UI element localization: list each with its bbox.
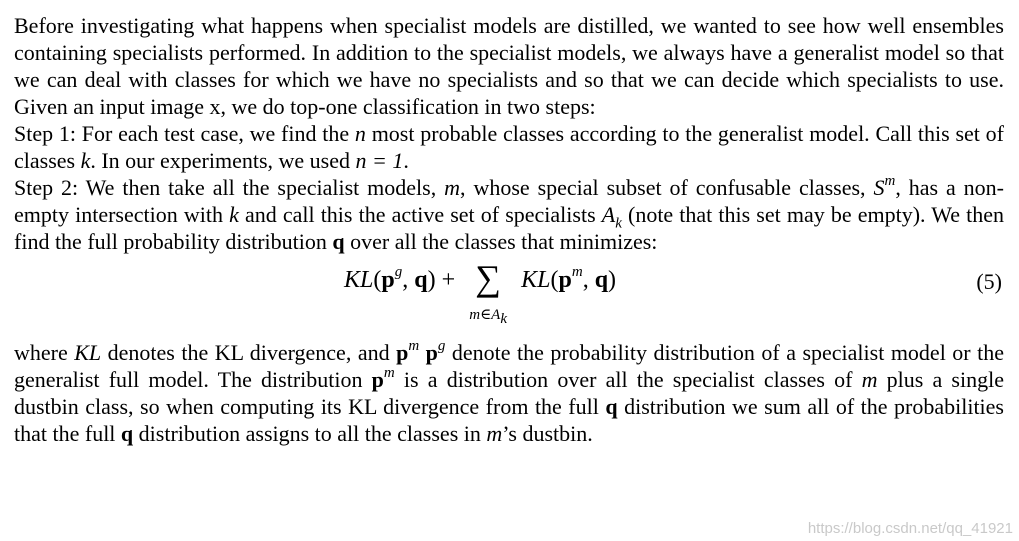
math-k: k — [80, 148, 91, 173]
math-A: A — [601, 202, 616, 227]
step2-text-c: , has a non-empty intersection with — [14, 175, 1004, 227]
step1-text-c: . In our experiments, we used — [90, 148, 356, 173]
p3-text-b: denotes the KL divergence, and — [101, 340, 397, 365]
math-m: m — [444, 175, 461, 200]
paragraph-intro-text: Before investigating what happens when specialist models are distilled, we wanted to see how well ensembles containing specialists performed. In addition to the specialist models, we always have a generalist model so that we can deal with classes for which we have no specialists and so that we can decide which specialists to use. Given an input image x, we do top-one classification in two steps: — [14, 13, 1004, 119]
math-S-superscript: m — [884, 172, 896, 189]
p3-text-e: plus a single dustbin class, so when computing its KL divergence from the full — [14, 367, 1004, 419]
math-n: n — [354, 121, 366, 146]
summation-range-text: m∈A — [469, 307, 501, 323]
step1-text-b: most probable classes according to the generalist model. Call this set of classes — [14, 121, 1004, 173]
eq-kl-2: KL — [521, 267, 551, 293]
math-p-bold-2: p — [425, 340, 438, 365]
sigma-symbol: ∑ — [475, 258, 501, 298]
eq-kl-1: KL — [344, 267, 374, 293]
step1-text-d: . — [403, 148, 409, 173]
math-m-2: m — [861, 367, 878, 392]
eq-g-superscript: g — [394, 264, 403, 280]
math-k: k — [229, 202, 239, 227]
eq-m-superscript: m — [571, 264, 583, 280]
equation-body: $KL(p^g$, q) + ∑ $m\in A_k$ $KL(p^m$, q) — [344, 258, 617, 327]
math-m-superscript: m — [408, 337, 420, 354]
step1-text-a: Step 1: For each test case, we find the — [14, 121, 355, 146]
step2-text-d: and call this the active set of specialists — [238, 202, 602, 227]
watermark: https://blog.csdn.net/qq_41921 — [807, 520, 1013, 537]
p3-text-c: denote the probability distribution of a specialist model or the generalist full model. The distribution — [14, 340, 1004, 392]
p3-text-d: is a distribution over all the specialist classes of — [394, 367, 862, 392]
math-q-bold-3: q — [120, 421, 134, 446]
step2-text-b: , whose special subset of confusable classes, — [460, 175, 874, 200]
math-q-bold: q — [332, 229, 345, 254]
p3-text-h: ’s dustbin. — [502, 421, 593, 446]
paragraph-step-1 — [14, 120, 1004, 174]
math-kl: KL — [74, 340, 102, 365]
math-m-superscript-2: m — [383, 364, 395, 381]
step2-text-e: (note that this set may be empty). We then find the full probability distribution — [14, 202, 1005, 254]
eq-p-bold: p — [381, 267, 395, 293]
summation-range — [461, 305, 515, 327]
p3-text-g: distribution assigns to all the classes in — [133, 421, 487, 446]
p3-text-a: where — [14, 340, 75, 365]
math-p-bold-3: p — [371, 367, 384, 392]
math-p-bold: p — [396, 340, 409, 365]
math-g-superscript: g — [437, 337, 446, 354]
summation-range-subscript: k — [500, 311, 508, 327]
display-equation — [14, 258, 1004, 339]
equation-number: (5) — [976, 269, 1002, 294]
paragraph-intro — [14, 12, 1004, 120]
p3-text-f: distribution we sum all of the probabilities that the full — [14, 394, 1004, 446]
step2-text-f: over all the classes that minimizes: — [344, 229, 658, 254]
eq-plus: + — [441, 267, 456, 293]
paragraph-step-2 — [14, 174, 1004, 255]
math-m-3: m — [486, 421, 503, 446]
eq-summation — [461, 258, 515, 327]
eq-p-bold-2: p — [558, 267, 572, 293]
math-n-equals-1: n = 1 — [355, 148, 404, 173]
paragraph-explanation — [14, 339, 1004, 447]
paper-page — [14, 12, 1004, 447]
eq-q-bold: q — [414, 267, 428, 293]
step2-text-a: Step 2: We then take all the specialist models, — [14, 175, 445, 200]
math-q-bold-2: q — [605, 394, 618, 419]
math-A-subscript: k — [615, 215, 622, 232]
eq-q-bold-2: q — [594, 267, 609, 293]
math-S: S — [873, 175, 885, 200]
